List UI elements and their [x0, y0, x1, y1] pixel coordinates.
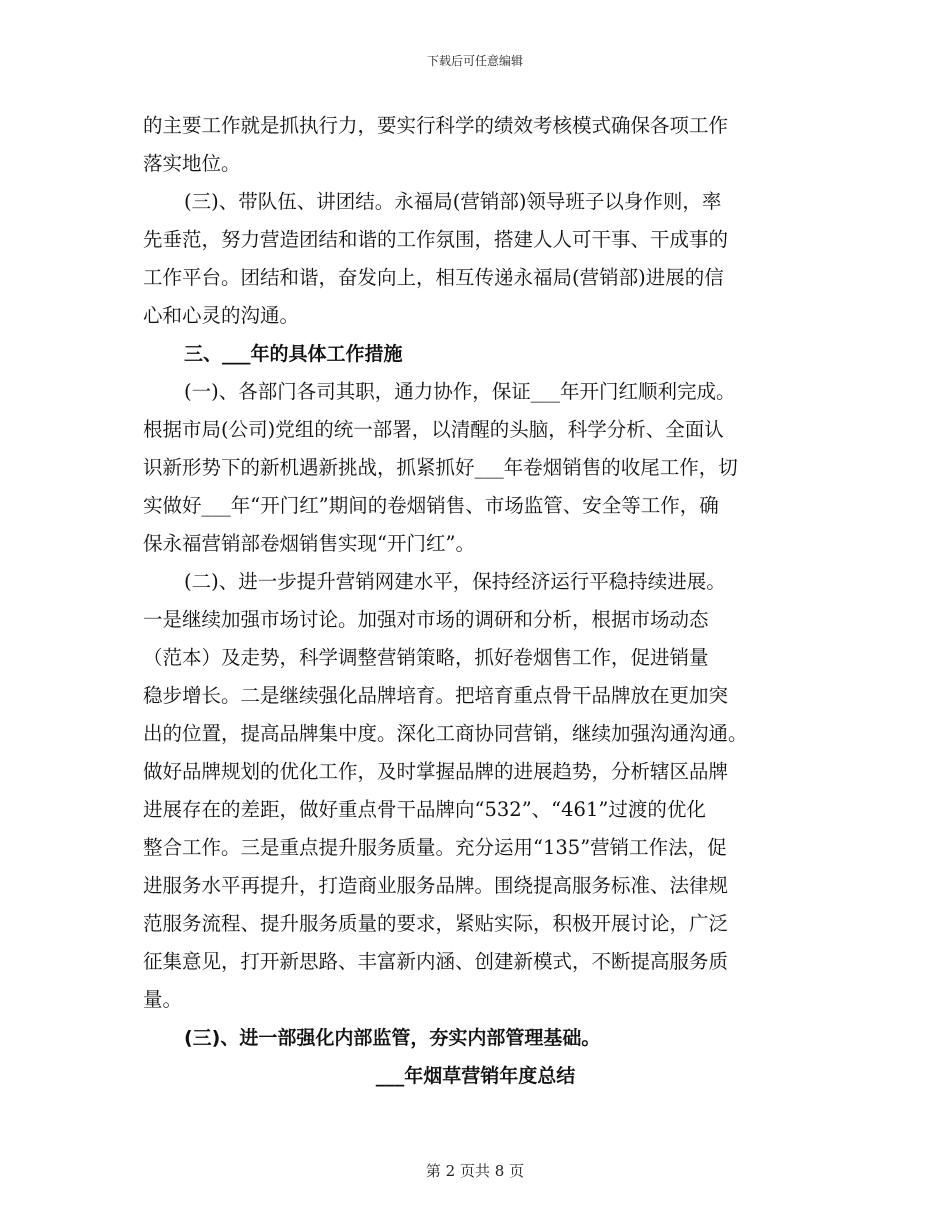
body-line: (三)、带队伍、讲团结。永福局(营销部)领导班子以身作则，率 [184, 190, 722, 213]
document-title: ___年烟草营销年度总结 [375, 1065, 576, 1087]
body-line: 先垂范，努力营造团结和谐的工作氛围，搭建人人可干事、干成事的 [143, 228, 729, 251]
body-line: 一是继续加强市场讨论。加强对市场的调研和分析，根据市场动态 [143, 608, 709, 631]
body-line: 整合工作。三是重点提升服务质量。充分运用“135”营销工作法，促 [143, 836, 727, 859]
body-line: 保永福营销部卷烟销售实现“开门红”。 [143, 532, 475, 555]
body-line: 的主要工作就是抓执行力，要实行科学的绩效考核模式确保各项工作 [143, 114, 729, 137]
body-line: 工作平台。团结和谐，奋发向上，相互传递永福局(营销部)进展的信 [143, 266, 724, 289]
page-number: 第 2 页共 8 页 [425, 1162, 525, 1180]
document-body [143, 107, 808, 1095]
body-line: 出的位置，提高品牌集中度。深化工商协同营销，继续加强沟通沟通。 [143, 722, 748, 745]
page-header: 下载后可任意编辑 [426, 54, 523, 68]
body-line: 实做好___年“开门红”期间的卷烟销售、市场监管、安全等工作，确 [143, 494, 719, 517]
body-line: 进展存在的差距，做好重点骨干品牌向“532”、“461”过渡的优化 [143, 798, 706, 821]
section-heading: 三、___年的具体工作措施 [184, 343, 403, 365]
body-line: 范服务流程、提升服务质量的要求，紧贴实际，积极开展讨论，广泛 [143, 912, 729, 935]
body-line: (一)、各部门各司其职，通力协作，保证___年开门红顺利完成。 [184, 380, 736, 403]
body-line: （范本）及走势，科学调整营销策略，抓好卷烟售工作，促进销量 [143, 646, 709, 669]
subsection-heading: (三)、进一部强化内部监管，夯实内部管理基础。 [184, 1027, 601, 1049]
body-line: (二)、进一步提升营销网建水平，保持经济运行平稳持续进展。 [184, 570, 726, 593]
body-line: 做好品牌规划的优化工作，及时掌握品牌的进展趋势，分析辖区品牌 [143, 760, 729, 783]
body-line: 稳步增长。二是继续强化品牌培育。把培育重点骨干品牌放在更加突 [143, 684, 729, 707]
body-line: 根据市局(公司)党组的统一部署，以清醒的头脑，科学分析、全面认 [143, 418, 724, 441]
body-line: 心和心灵的沟通。 [143, 304, 300, 327]
body-line: 落实地位。 [143, 152, 241, 175]
body-line: 征集意见，打开新思路、丰富新内涵、创建新模式，不断提高服务质 [143, 950, 729, 973]
body-line: 识新形势下的新机遇新挑战，抓紧抓好___年卷烟销售的收尾工作，切 [143, 456, 738, 479]
body-line: 进服务水平再提升，打造商业服务品牌。围绕提高服务标准、法律规 [143, 874, 729, 897]
body-line: 量。 [143, 988, 183, 1011]
